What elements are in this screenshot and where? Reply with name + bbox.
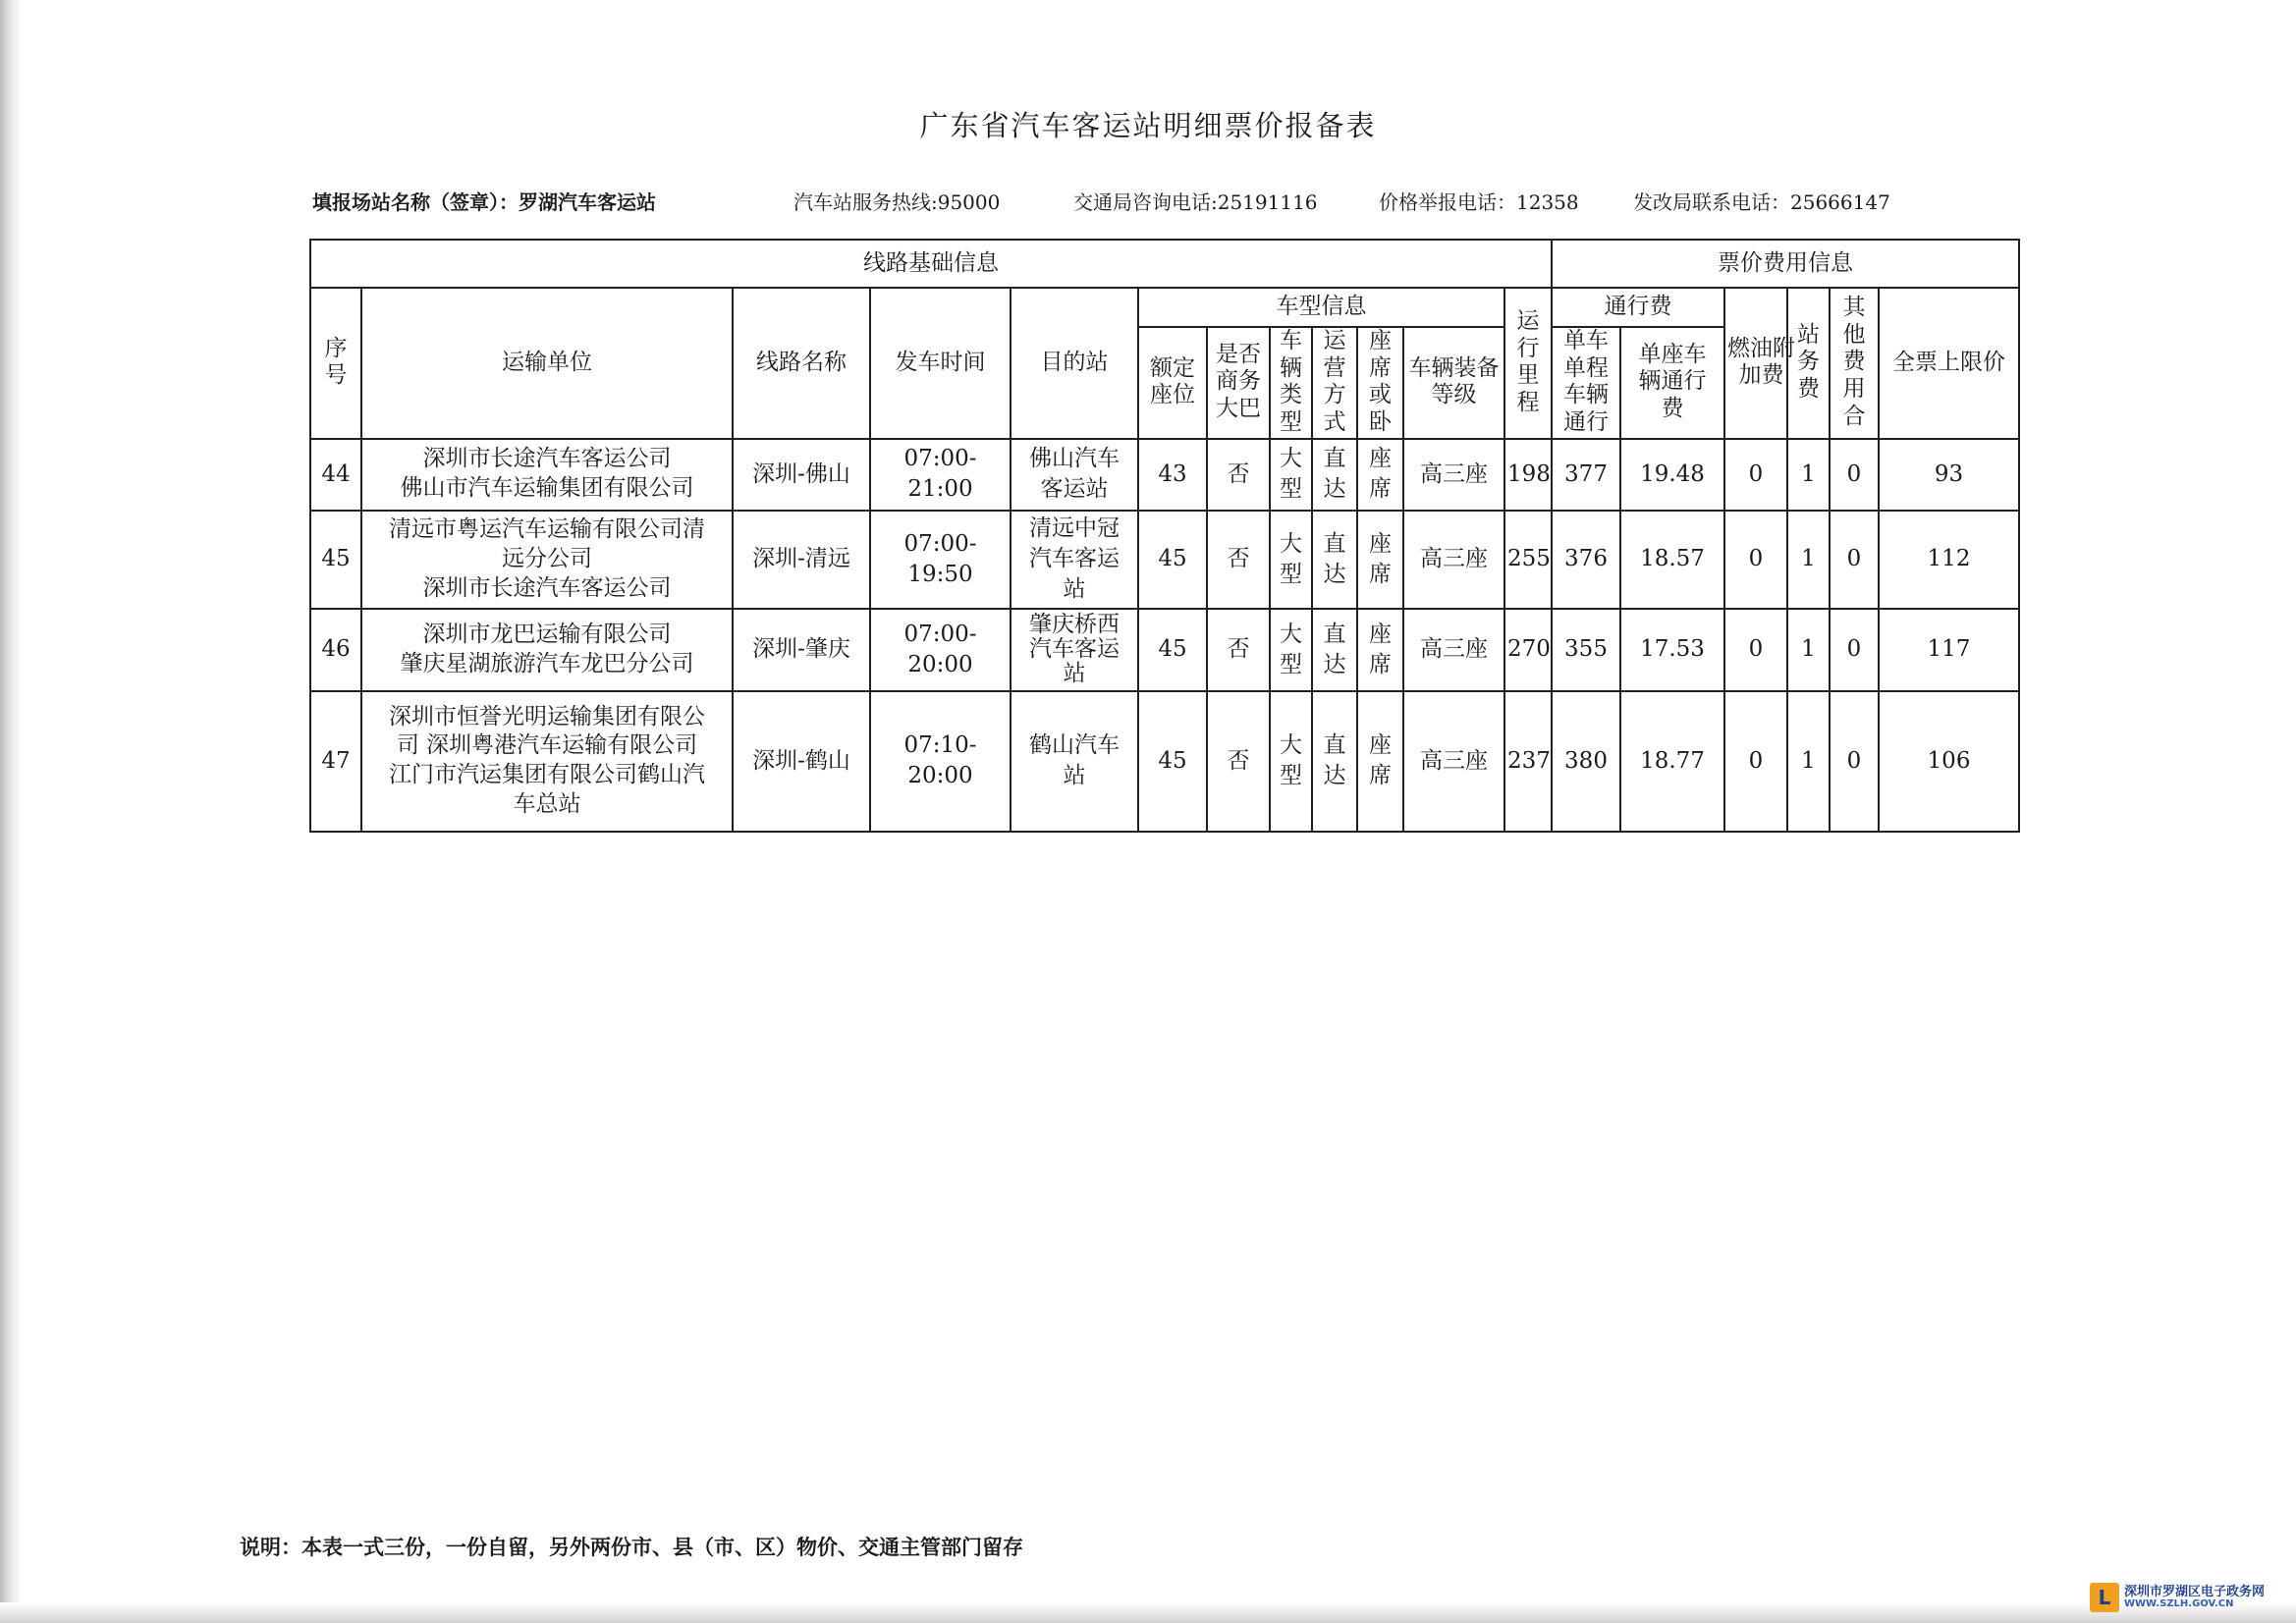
cell-operation-mode: 直 达 — [1312, 609, 1357, 691]
watermark-text — [2124, 1586, 2265, 1609]
cell-distance: 255 — [1504, 511, 1552, 609]
cell-dest: 肇庆桥西 汽车客运 站 — [1011, 609, 1138, 691]
header-distance: 运行里程 — [1504, 288, 1552, 439]
document-title: 广东省汽车客运站明细票价报备表 — [919, 109, 1377, 142]
site-logo-icon: L — [2090, 1583, 2119, 1612]
group-toll: 通行费 — [1552, 288, 1724, 327]
cell-seq: 45 — [310, 511, 361, 609]
cell-seat-type: 座 席 — [1357, 511, 1403, 609]
cell-depart: 07:10- 20:00 — [870, 691, 1011, 832]
cell-business: 否 — [1207, 609, 1270, 691]
table-row — [310, 691, 2019, 832]
cell-route: 深圳-佛山 — [733, 439, 870, 511]
cell-depart: 07:00- 21:00 — [870, 439, 1011, 511]
cell-toll-vehicle: 380 — [1552, 691, 1620, 832]
cell-seats: 45 — [1138, 511, 1207, 609]
cell-station-fee: 1 — [1787, 609, 1830, 691]
header-row-subgroups — [310, 288, 2019, 327]
cell-fuel: 0 — [1724, 609, 1787, 691]
cell-toll-seat: 18.77 — [1620, 691, 1724, 832]
header-max-price: 全票上限价 — [1879, 288, 2019, 439]
group-fare-info: 票价费用信息 — [1552, 240, 2019, 288]
header-seat-type: 座席或卧 — [1357, 327, 1403, 439]
header-dest: 目的站 — [1011, 288, 1138, 439]
cell-grade: 高三座 — [1403, 691, 1504, 832]
cell-unit: 深圳市长途汽车客运公司 佛山市汽车运输集团有限公司 — [361, 439, 733, 511]
cell-seats: 45 — [1138, 609, 1207, 691]
cell-vehicle-type: 大 型 — [1270, 691, 1312, 832]
cell-fuel: 0 — [1724, 439, 1787, 511]
cell-seat-type: 座 席 — [1357, 691, 1403, 832]
cell-vehicle-type: 大 型 — [1270, 439, 1312, 511]
cell-toll-seat: 18.57 — [1620, 511, 1724, 609]
cell-depart: 07:00- 19:50 — [870, 511, 1011, 609]
cell-other: 0 — [1830, 511, 1879, 609]
cell-other: 0 — [1830, 691, 1879, 832]
cell-distance: 198 — [1504, 439, 1552, 511]
header-vehicle-type: 车辆类型 — [1270, 327, 1312, 439]
cell-vehicle-type: 大 型 — [1270, 511, 1312, 609]
cell-toll-vehicle: 377 — [1552, 439, 1620, 511]
header-unit: 运输单位 — [361, 288, 733, 439]
scan-edge-left — [0, 0, 22, 1623]
cell-seat-type: 座 席 — [1357, 609, 1403, 691]
group-vehicle-info: 车型信息 — [1138, 288, 1504, 327]
header-toll-vehicle: 单车单程车辆通行 — [1552, 327, 1620, 439]
scan-edge-bottom — [0, 1602, 2296, 1623]
cell-fuel: 0 — [1724, 511, 1787, 609]
cell-dest: 佛山汽车 客运站 — [1011, 439, 1138, 511]
watermark-site-url: WWW.SZLH.GOV.CN — [2124, 1597, 2234, 1609]
cell-unit: 深圳市龙巴运输有限公司 肇庆星湖旅游汽车龙巴分公司 — [361, 609, 733, 691]
cell-seat-type: 座 席 — [1357, 439, 1403, 511]
header-seq: 序号 — [310, 288, 361, 439]
cell-distance: 270 — [1504, 609, 1552, 691]
cell-dest: 清远中冠 汽车客运 站 — [1011, 511, 1138, 609]
transport-bureau-phone: 交通局咨询电话:25191116 — [1073, 190, 1318, 214]
header-operation-mode: 运营方式 — [1312, 327, 1357, 439]
cell-seq: 46 — [310, 609, 361, 691]
cell-route: 深圳-肇庆 — [733, 609, 870, 691]
header-route: 线路名称 — [733, 288, 870, 439]
watermark-site-name: 深圳市罗湖区电子政务网 — [2124, 1584, 2266, 1599]
cell-business: 否 — [1207, 691, 1270, 832]
cell-toll-vehicle: 355 — [1552, 609, 1620, 691]
cell-business: 否 — [1207, 511, 1270, 609]
ndrc-phone: 发改局联系电话：25666147 — [1633, 190, 1890, 214]
cell-unit: 深圳市恒誉光明运输集团有限公 司 深圳粤港汽车运输有限公司 江门市汽运集团有限公司鹤山汽 车总站 — [361, 691, 733, 832]
footnote: 说明：本表一式三份，一份自留，另外两份市、县（市、区）物价、交通主管部门留存 — [240, 1535, 1023, 1559]
header-toll-seat: 单座车辆通行费 — [1620, 327, 1724, 439]
cell-operation-mode: 直 达 — [1312, 691, 1357, 832]
cell-dest: 鹤山汽车 站 — [1011, 691, 1138, 832]
cell-grade: 高三座 — [1403, 439, 1504, 511]
cell-station-fee: 1 — [1787, 511, 1830, 609]
cell-max-price: 117 — [1879, 609, 2019, 691]
cell-operation-mode: 直 达 — [1312, 439, 1357, 511]
header-business: 是否商务大巴 — [1207, 327, 1270, 439]
cell-depart: 07:00- 20:00 — [870, 609, 1011, 691]
cell-business: 否 — [1207, 439, 1270, 511]
cell-toll-seat: 19.48 — [1620, 439, 1724, 511]
cell-other: 0 — [1830, 609, 1879, 691]
header-fuel: 燃油附加费 — [1724, 288, 1787, 439]
cell-toll-seat: 17.53 — [1620, 609, 1724, 691]
cell-operation-mode: 直 达 — [1312, 511, 1357, 609]
cell-toll-vehicle: 376 — [1552, 511, 1620, 609]
cell-station-fee: 1 — [1787, 691, 1830, 832]
watermark — [2090, 1583, 2265, 1612]
cell-grade: 高三座 — [1403, 609, 1504, 691]
table-row — [310, 609, 2019, 691]
header-seats: 额定座位 — [1138, 327, 1207, 439]
header-station-fee: 站务费 — [1787, 288, 1830, 439]
cell-unit: 清远市粤运汽车运输有限公司清 远分公司 深圳市长途汽车客运公司 — [361, 511, 733, 609]
cell-route: 深圳-鹤山 — [733, 691, 870, 832]
cell-max-price: 112 — [1879, 511, 2019, 609]
header-row-groups — [310, 240, 2019, 288]
fare-table — [309, 239, 2020, 833]
cell-vehicle-type: 大 型 — [1270, 609, 1312, 691]
cell-distance: 237 — [1504, 691, 1552, 832]
header-other: 其他费用合 — [1830, 288, 1879, 439]
cell-seats: 43 — [1138, 439, 1207, 511]
cell-seq: 47 — [310, 691, 361, 832]
price-report-phone: 价格举报电话：12358 — [1379, 190, 1579, 214]
table-row — [310, 511, 2019, 609]
header-depart: 发车时间 — [870, 288, 1011, 439]
cell-max-price: 106 — [1879, 691, 2019, 832]
cell-route: 深圳-清远 — [733, 511, 870, 609]
station-name-label: 填报场站名称（签章）：罗湖汽车客运站 — [312, 190, 656, 214]
cell-max-price: 93 — [1879, 439, 2019, 511]
cell-seats: 45 — [1138, 691, 1207, 832]
cell-fuel: 0 — [1724, 691, 1787, 832]
cell-other: 0 — [1830, 439, 1879, 511]
cell-grade: 高三座 — [1403, 511, 1504, 609]
table-row — [310, 439, 2019, 511]
cell-seq: 44 — [310, 439, 361, 511]
group-route-info: 线路基础信息 — [310, 240, 1552, 288]
cell-station-fee: 1 — [1787, 439, 1830, 511]
header-grade: 车辆装备等级 — [1403, 327, 1504, 439]
hotline-info: 汽车站服务热线:95000 — [793, 190, 1001, 214]
